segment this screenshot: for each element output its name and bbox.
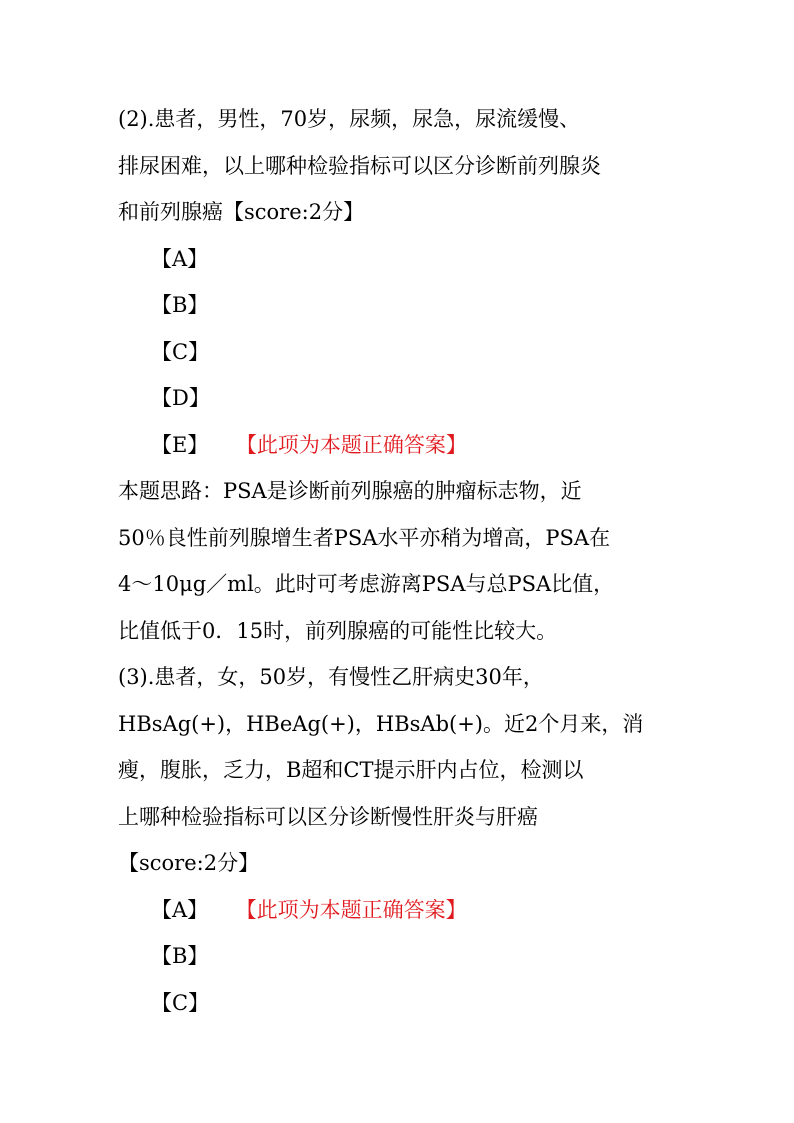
question-3-line-5: 【score:2分】 bbox=[118, 851, 260, 875]
question-2-option-e[interactable] bbox=[118, 422, 698, 469]
question-3-line-1: (3).患者，女，50岁，有慢性乙肝病史30年， bbox=[118, 665, 544, 689]
option-label: 【D】 bbox=[151, 386, 210, 410]
explanation-line-2: 50％良性前列腺增生者PSA水平亦稍为增高，PSA在 bbox=[118, 525, 611, 550]
correct-answer-marker: 【此项为本题正确答案】 bbox=[246, 432, 467, 457]
question-2-option-d[interactable] bbox=[118, 375, 698, 422]
question-2-option-a[interactable] bbox=[118, 236, 698, 283]
question-3-line-3: 瘦，腹胀，乏力，B超和CT提示肝内占位，检测以 bbox=[118, 758, 584, 782]
option-label: 【C】 bbox=[151, 339, 210, 364]
question-2-line-1: (2).患者，男性，70岁，尿频，尿急，尿流缓慢、 bbox=[118, 107, 581, 131]
question-3-line-2: HBsAg(+)，HBeAg(+)，HBsAb(+)。近2个月来，消 bbox=[118, 711, 644, 736]
explanation-line-4: 比值低于0．15时，前列腺癌的可能性比较大。 bbox=[118, 618, 558, 643]
question-3-option-b[interactable] bbox=[118, 933, 698, 980]
option-label: 【C】 bbox=[151, 990, 210, 1015]
question-2-option-c[interactable] bbox=[118, 329, 698, 376]
question-3-option-c[interactable] bbox=[118, 980, 698, 1027]
question-2-option-b[interactable] bbox=[118, 282, 698, 329]
question-3-option-a[interactable] bbox=[118, 887, 698, 934]
option-label: 【E】 bbox=[151, 432, 209, 457]
document-page bbox=[118, 96, 698, 1026]
option-label: 【B】 bbox=[151, 944, 209, 968]
option-label: 【B】 bbox=[151, 293, 209, 317]
option-label: 【A】 bbox=[151, 246, 209, 271]
option-label: 【A】 bbox=[151, 897, 209, 922]
explanation-line-1: 本题思路：PSA是诊断前列腺癌的肿瘤标志物，近 bbox=[118, 479, 582, 503]
correct-answer-marker: 【此项为本题正确答案】 bbox=[246, 897, 467, 922]
question-3-line-4: 上哪种检验指标可以区分诊断慢性肝炎与肝癌 bbox=[118, 804, 538, 829]
question-2-line-2: 排尿困难，以上哪种检验指标可以区分诊断前列腺炎 bbox=[118, 153, 601, 178]
explanation-line-3: 4～10μg／ml。此时可考虑游离PSA与总PSA比值， bbox=[118, 572, 615, 596]
question-2-line-3: 和前列腺癌【score:2分】 bbox=[118, 200, 365, 224]
